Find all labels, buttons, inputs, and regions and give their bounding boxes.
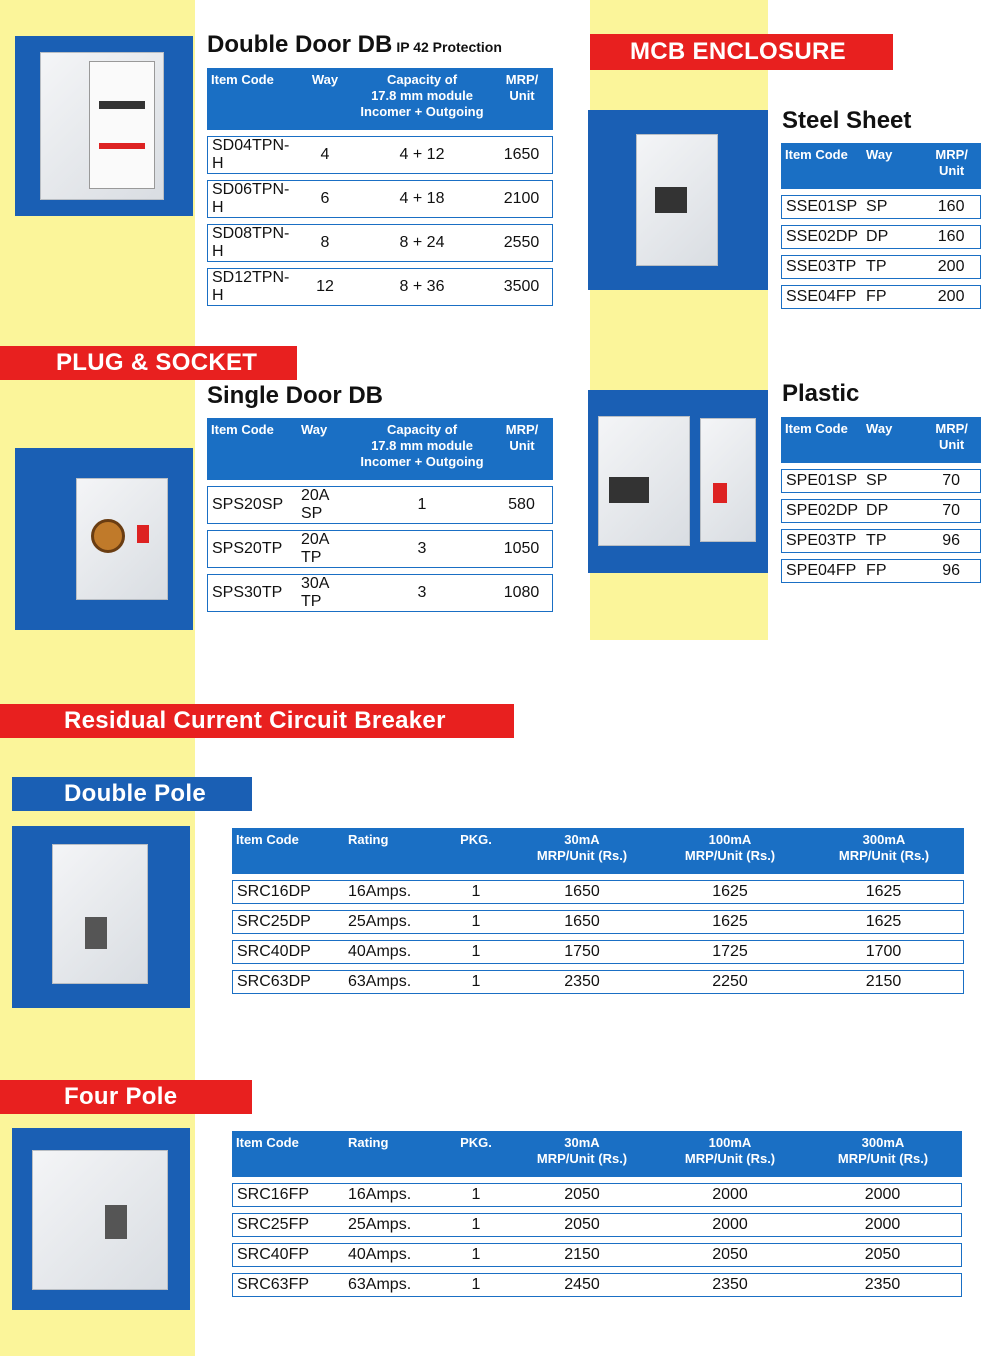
column-header: Way [862,417,922,463]
socket-icon [91,519,125,553]
table-body [781,469,981,583]
four-pole-rccb-photo [32,1150,168,1290]
table-header [232,828,964,874]
table-cell: SRC25FP [232,1213,344,1237]
table-cell: 6 [297,180,353,218]
table-cell: SPS20TP [207,530,297,568]
column-header: 100mA MRP/Unit (Rs.) [656,828,804,874]
table-cell: 1 [444,970,508,994]
table-cell: 70 [922,499,981,523]
table-cell: SPE02DP [781,499,862,523]
table-cell: 63Amps. [344,1273,444,1297]
table-cell: 2250 [656,970,804,994]
steel-sheet-table [781,137,981,315]
table-cell: SRC63FP [232,1273,344,1297]
mcb-single-switch [713,483,727,503]
socket-switch [137,525,149,543]
db-breaker-row-red [99,143,145,149]
table-cell: SRC16FP [232,1183,344,1207]
column-header: Capacity of 17.8 mm module Incomer + Outgoing [353,418,491,480]
plastic-enclosure-small-photo [700,418,756,542]
column-header: MRP/ Unit [922,417,981,463]
table-cell: 1 [444,880,508,904]
table-cell: 2050 [508,1183,656,1207]
table-row [781,195,981,219]
column-header: Item Code [207,68,297,130]
db-breaker-row [99,101,145,109]
column-header: PKG. [444,1131,508,1177]
table-cell: 2000 [656,1183,804,1207]
column-header: MRP/ Unit [922,143,981,189]
table-row [207,224,553,262]
table-cell: SD12TPN-H [207,268,297,306]
table-row [207,268,553,306]
table-header [207,68,553,130]
column-header: MRP/ Unit [491,68,553,130]
double-door-db-table [207,62,553,312]
table-cell: 1 [444,1213,508,1237]
table-cell: 2000 [804,1183,962,1207]
table-row [781,255,981,279]
table-cell: DP [862,499,922,523]
table-row [207,180,553,218]
header-row [781,417,981,463]
four-pole-table [232,1125,962,1303]
table-cell: 1725 [656,940,804,964]
table-cell: 4 + 12 [353,136,491,174]
table-body [207,136,553,306]
plastic-title: Plastic [782,380,860,407]
table-row [232,910,964,934]
header-row [781,143,981,189]
table-cell: SD08TPN-H [207,224,297,262]
table-cell: 1080 [491,574,553,612]
column-header: 100mA MRP/Unit (Rs.) [656,1131,804,1177]
table-cell: SSE01SP [781,195,862,219]
table-cell: 2150 [804,970,964,994]
table-header [232,1131,962,1177]
table-cell: SSE03TP [781,255,862,279]
plastic-table [781,411,981,589]
table-cell: FP [862,285,922,309]
table-cell: 2350 [508,970,656,994]
table-row [207,530,553,568]
table-cell: SP [862,195,922,219]
table-cell: 96 [922,529,981,553]
table-cell: 8 + 24 [353,224,491,262]
table-cell: SSE02DP [781,225,862,249]
table-row [781,225,981,249]
table-cell: TP [862,529,922,553]
table-row [207,486,553,524]
table-cell: SRC63DP [232,970,344,994]
double-door-db-photo [40,52,164,200]
table-cell: SRC16DP [232,880,344,904]
column-header: Way [862,143,922,189]
double-pole-table [232,822,964,1000]
table-cell: 1625 [804,880,964,904]
column-header: 30mA MRP/Unit (Rs.) [508,828,656,874]
table-cell: 12 [297,268,353,306]
table-row [781,529,981,553]
table-row [781,499,981,523]
table-cell: 1750 [508,940,656,964]
steel-enclosure-photo [636,134,718,266]
table-cell: 1650 [491,136,553,174]
table-row [207,574,553,612]
table-cell: 30A TP [297,574,353,612]
table-cell: 2050 [804,1243,962,1267]
table-cell: SPE04FP [781,559,862,583]
db-door-panel [89,61,155,189]
table-cell: 96 [922,559,981,583]
table-cell: 4 [297,136,353,174]
rccb-toggle [85,917,107,949]
table-cell: SPS30TP [207,574,297,612]
header-row [232,828,964,874]
column-header: Rating [344,1131,444,1177]
table-cell: 40Amps. [344,940,444,964]
table-row [232,1273,962,1297]
table-cell: 25Amps. [344,1213,444,1237]
table-cell: 63Amps. [344,970,444,994]
table-cell: SPS20SP [207,486,297,524]
table-cell: 1050 [491,530,553,568]
column-header: Rating [344,828,444,874]
column-header: MRP/ Unit [491,418,553,480]
table-cell: 2150 [508,1243,656,1267]
table-cell: 1625 [804,910,964,934]
plastic-enclosure-photo [598,416,690,546]
table-cell: 1 [444,940,508,964]
table-cell: 16Amps. [344,880,444,904]
table-cell: 1 [444,910,508,934]
double-pole-rccb-photo [52,844,148,984]
steel-sheet-title: Steel Sheet [782,107,912,134]
column-header: 300mA MRP/Unit (Rs.) [804,1131,962,1177]
table-header [781,143,981,189]
table-cell: DP [862,225,922,249]
column-header: Way [297,418,353,480]
table-row [207,136,553,174]
header-row [207,68,553,130]
table-cell: 2550 [491,224,553,262]
column-header: Item Code [781,143,862,189]
table-cell: 2050 [508,1213,656,1237]
table-cell: 3500 [491,268,553,306]
mcb-enclosure-banner: MCB ENCLOSURE [590,34,893,70]
table-cell: 1625 [656,910,804,934]
rccb-toggle [105,1205,127,1239]
column-header: Item Code [232,828,344,874]
table-cell: 2450 [508,1273,656,1297]
column-header: PKG. [444,828,508,874]
table-cell: 2000 [656,1213,804,1237]
table-cell: 200 [922,285,981,309]
table-cell: SRC40FP [232,1243,344,1267]
table-cell: SRC40DP [232,940,344,964]
table-cell: 2050 [656,1243,804,1267]
table-cell: SD04TPN-H [207,136,297,174]
table-row [781,285,981,309]
table-cell: 2350 [804,1273,962,1297]
column-header: Item Code [781,417,862,463]
table-cell: 8 + 36 [353,268,491,306]
plug-socket-photo [76,478,168,600]
table-row [232,880,964,904]
table-cell: 1650 [508,880,656,904]
table-row [781,469,981,493]
table-cell: 8 [297,224,353,262]
table-cell: 1 [444,1243,508,1267]
table-cell: SSE04FP [781,285,862,309]
table-cell: 4 + 18 [353,180,491,218]
table-cell: 1625 [656,880,804,904]
header-row [207,418,553,480]
double-pole-banner: Double Pole [12,777,252,811]
table-body [232,880,964,994]
single-door-db-title: Single Door DB [207,382,384,409]
table-cell: TP [862,255,922,279]
table-cell: SD06TPN-H [207,180,297,218]
table-cell: 25Amps. [344,910,444,934]
table-cell: 2000 [804,1213,962,1237]
table-row [232,970,964,994]
table-cell: 20A SP [297,486,353,524]
table-cell: SP [862,469,922,493]
table-cell: 40Amps. [344,1243,444,1267]
table-cell: SRC25DP [232,910,344,934]
header-row [232,1131,962,1177]
table-cell: 1 [353,486,491,524]
single-door-db-table [207,412,553,618]
table-cell: 580 [491,486,553,524]
table-cell: 160 [922,195,981,219]
table-cell: 2350 [656,1273,804,1297]
mcb-triple-switch [609,477,649,503]
table-cell: 16Amps. [344,1183,444,1207]
rccb-banner: Residual Current Circuit Breaker [0,704,514,738]
table-cell: 1 [444,1183,508,1207]
table-cell: 1 [444,1273,508,1297]
table-cell: 70 [922,469,981,493]
table-cell: SPE01SP [781,469,862,493]
mcb-switch [655,187,687,213]
table-cell: 2100 [491,180,553,218]
column-header: Way [297,68,353,130]
table-header [207,418,553,480]
table-row [232,1243,962,1267]
table-cell: 3 [353,574,491,612]
table-cell: 20A TP [297,530,353,568]
table-row [232,940,964,964]
table-body [207,486,553,612]
table-body [781,195,981,309]
table-cell: 1700 [804,940,964,964]
double-door-db-title: Double Door DB IP 42 Protection [207,31,502,58]
table-header [781,417,981,463]
four-pole-banner: Four Pole [0,1080,252,1114]
table-row [781,559,981,583]
table-row [232,1183,962,1207]
table-cell: SPE03TP [781,529,862,553]
column-header: Item Code [232,1131,344,1177]
table-body [232,1183,962,1297]
column-header: 300mA MRP/Unit (Rs.) [804,828,964,874]
column-header: Capacity of 17.8 mm module Incomer + Outgoing [353,68,491,130]
column-header: 30mA MRP/Unit (Rs.) [508,1131,656,1177]
plug-socket-banner: PLUG & SOCKET [0,346,297,380]
table-cell: 160 [922,225,981,249]
table-cell: FP [862,559,922,583]
table-row [232,1213,962,1237]
table-cell: 3 [353,530,491,568]
table-cell: 1650 [508,910,656,934]
column-header: Item Code [207,418,297,480]
table-cell: 200 [922,255,981,279]
